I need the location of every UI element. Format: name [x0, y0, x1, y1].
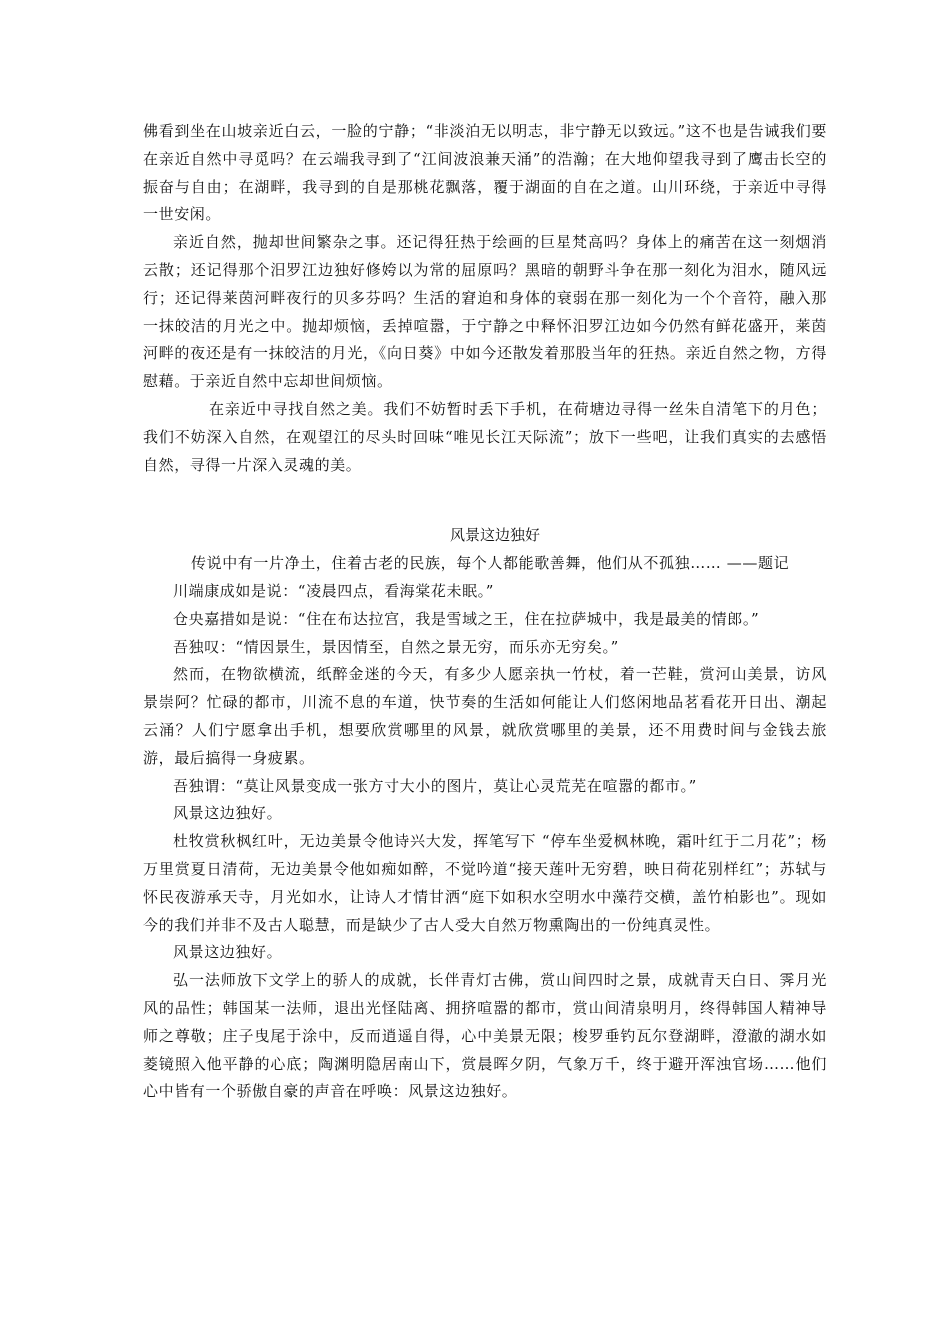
essay2-paragraph-8: 风景这边独好。 [173, 943, 283, 962]
essay2-paragraph-9: 弘一法师放下文学上的骄人的成就，长伴青灯古佛，赏山间四时之景，成就青天白日、霁月光风的品性；韩国某一法师，退出光怪陆离、拥挤喧嚣的都市，赏山间清泉明月，终得韩国人精神导师之尊敬；庄子曳尾于涂中，反而逍遥自得，心中美景无限；梭罗垂钓瓦尔登湖畔，澄澈的湖水如菱镜照入他平静的心底；陶渊明隐居南山下，赏晨晖夕阴，气象万千，终于避开浑浊官场……他们心中皆有一个骄傲自豪的声音在呼唤：风景这边独好。 [143, 971, 827, 1101]
essay2-paragraph-4: 然而，在物欲横流，纸醉金迷的今天，有多少人愿亲执一竹杖，着一芒鞋，赏河山美景，访风景崇阿？忙碌的都市，川流不息的车道，快节奏的生活如何能让人们悠闲地品茗看花开日出、潮起云涌？人们宁愿拿出手机，想要欣赏哪里的风景，就欣赏哪里的美景，还不用费时间与金钱去旅游，最后搞得一身疲累。 [143, 665, 827, 767]
essay2-paragraph-6: 风景这边独好。 [173, 804, 283, 823]
essay1-paragraph-3: 在亲近中寻找自然之美。我们不妨暂时丢下手机，在荷塘边寻得一丝朱自清笔下的月色；我们不妨深入自然，在观望江的尽头时回味“唯见长江天际流”；放下一些吧，让我们真实的去感悟自然，寻得一片深入灵魂的美。 [143, 399, 827, 474]
essay2-paragraph-1: 川端康成如是说：“凌晨四点，看海棠花未眠。” [173, 581, 495, 600]
essay2-title: 风景这边独好 [449, 526, 540, 545]
document-page [143, 118, 827, 1106]
essay2-epigraph: 传说中有一片净土，住着古老的民族，每个人都能歌善舞，他们从不孤独…… ——题记 [191, 554, 790, 573]
essay2-paragraph-3: 吾独叹：“情因景生，景因情至，自然之景无穷，而乐亦无穷矣。” [173, 637, 619, 656]
essay1-paragraph-2: 亲近自然，抛却世间繁杂之事。还记得狂热于绘画的巨星梵高吗？身体上的痛苦在这一刻烟消云散；还记得那个汨罗江边独好修姱以为常的屈原吗？黑暗的朝野斗争在那一刻化为泪水，随风远行；还记得莱茵河畔夜行的贝多芬吗？生活的窘迫和身体的衰弱在那一刻化为一个个音符，融入那一抹皎洁的月光之中。抛却烦恼，丢掉喧嚣，于宁静之中释怀汨罗江边如今仍然有鲜花盛开，莱茵河畔的夜还是有一抹皎洁的月光，《向日葵》中如今还散发着那股当年的狂热。亲近自然之物，方得慰藉。于亲近自然中忘却世间烦恼。 [143, 233, 827, 391]
essay2-paragraph-2: 仓央嘉措如是说：“住在布达拉宫，我是雪域之王，住在拉萨城中，我是最美的情郎。” [173, 609, 760, 628]
essay2-paragraph-5: 吾独谓：“莫让风景变成一张方寸大小的图片，莫让心灵荒芜在喧嚣的都市。” [173, 776, 697, 795]
essay1-paragraph-1: 佛看到坐在山坡亲近白云，一脸的宁静；“非淡泊无以明志，非宁静无以致远。”这不也是告诫我们要在亲近自然中寻觅吗？在云端我寻到了“江间波浪兼天涌”的浩瀚；在大地仰望我寻到了鹰击长空的振奋与自由；在湖畔，我寻到的自是那桃花飘落，覆于湖面的自在之道。山川环绕，于亲近中寻得一世安闲。 [143, 122, 827, 224]
essay2-paragraph-7: 杜牧赏秋枫红叶，无边美景令他诗兴大发，挥笔写下 “停车坐爱枫林晚，霜叶红于二月花”；杨万里赏夏日清荷，无边美景令他如痴如醉，不觉吟道“接天莲叶无穷碧，映日荷花别样红”；苏轼与怀民夜游承天寺，月光如水，让诗人才情甘洒“庭下如积水空明水中藻荇交横，盖竹柏影也”。现如今的我们并非不及古人聪慧，而是缺少了古人受大自然万物熏陶出的一份纯真灵性。 [143, 832, 827, 934]
